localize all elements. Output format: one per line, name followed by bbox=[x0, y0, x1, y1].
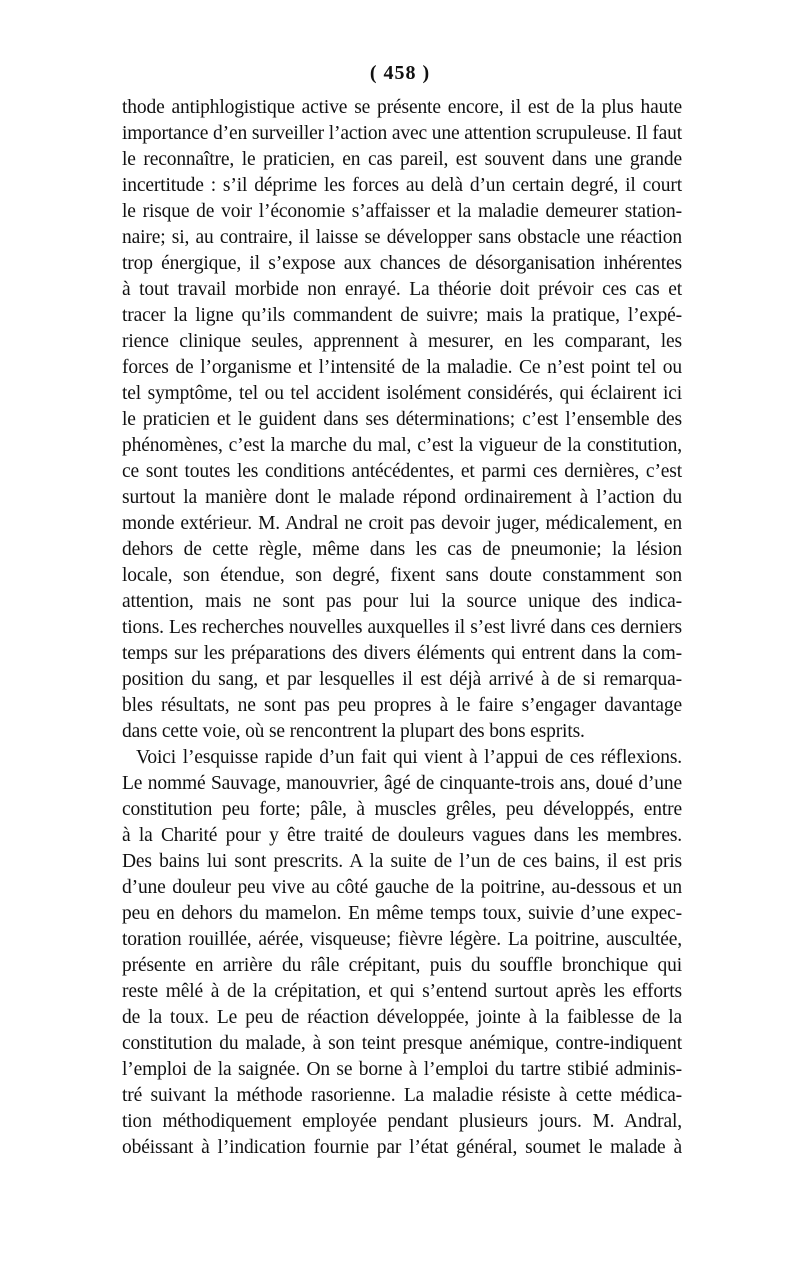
text-line: toration rouillée, aérée, visqueuse; fièvre légère. La poitrine, auscultée, bbox=[122, 929, 682, 950]
page-number: ( 458 ) bbox=[369, 62, 431, 84]
body-text bbox=[122, 95, 682, 1161]
text-line: tion méthodiquement employée pendant plusieurs jours. M. Andral, bbox=[122, 1111, 682, 1132]
text-line: à la Charité pour y être traité de douleurs vagues dans les membres. bbox=[122, 825, 682, 846]
text-line: tions. Les recherches nouvelles auxquelles il s’est livré dans ces derniers bbox=[122, 617, 682, 638]
text-line: tel symptôme, tel ou tel accident isolément considérés, qui éclairent ici bbox=[122, 383, 682, 404]
text-line: d’une douleur peu vive au côté gauche de la poitrine, au-dessous et un bbox=[122, 877, 682, 898]
text-line: obéissant à l’indication fournie par l’état général, soumet le malade à bbox=[122, 1137, 682, 1158]
text-line: Voici l’esquisse rapide d’un fait qui vient à l’appui de ces réflexions. bbox=[136, 747, 682, 768]
text-line: Le nommé Sauvage, manouvrier, âgé de cinquante-trois ans, doué d’une bbox=[122, 773, 682, 794]
paragraph-2 bbox=[122, 745, 682, 1161]
text-line: phénomènes, c’est la marche du mal, c’est la vigueur de la constitution, bbox=[122, 435, 682, 456]
text-line: thode antiphlogistique active se présente encore, il est de la plus haute bbox=[122, 97, 682, 118]
text-line: dehors de cette règle, même dans les cas de pneumonie; la lésion bbox=[122, 539, 682, 560]
text-line: surtout la manière dont le malade répond ordinairement à l’action du bbox=[122, 487, 682, 508]
text-line: le reconnaître, le praticien, en cas pareil, est souvent dans une grande bbox=[122, 149, 682, 170]
text-line: monde extérieur. M. Andral ne croit pas devoir juger, médicalement, en bbox=[122, 513, 682, 534]
text-line: locale, son étendue, son degré, fixent sans doute constamment son bbox=[122, 565, 682, 586]
text-line: ce sont toutes les conditions antécédentes, et parmi ces dernières, c’est bbox=[122, 461, 682, 482]
text-line: à tout travail morbide non enrayé. La théorie doit prévoir ces cas et bbox=[122, 279, 682, 300]
text-line: présente en arrière du râle crépitant, puis du souffle bronchique qui bbox=[122, 955, 682, 976]
text-line: le risque de voir l’économie s’affaisser et la maladie demeurer station- bbox=[122, 201, 682, 222]
text-line: rience clinique seules, apprennent à mesurer, en les comparant, les bbox=[122, 331, 682, 352]
text-line: constitution du malade, à son teint presque anémique, contre-indiquent bbox=[122, 1033, 682, 1054]
text-line: trop énergique, il s’expose aux chances de désorganisation inhérentes bbox=[122, 253, 682, 274]
text-line: peu en dehors du mamelon. En même temps toux, suivie d’une expec- bbox=[122, 903, 682, 924]
text-line: l’emploi de la saignée. On se borne à l’emploi du tartre stibié adminis- bbox=[122, 1059, 682, 1080]
text-line: temps sur les préparations des divers éléments qui entrent dans la com- bbox=[122, 643, 682, 664]
text-line: de la toux. Le peu de réaction développée, jointe à la faiblesse de la bbox=[122, 1007, 682, 1028]
paragraph-1 bbox=[122, 95, 682, 745]
text-line: naire; si, au contraire, il laisse se développer sans obstacle une réaction bbox=[122, 227, 682, 248]
text-line: constitution peu forte; pâle, à muscles grêles, peu développés, entre bbox=[122, 799, 682, 820]
text-line: Des bains lui sont prescrits. A la suite de l’un de ces bains, il est pris bbox=[122, 851, 682, 872]
text-line: reste mêlé à de la crépitation, et qui s’entend surtout après les efforts bbox=[122, 981, 682, 1002]
text-line: attention, mais ne sont pas pour lui la source unique des indica- bbox=[122, 591, 682, 612]
text-line: incertitude : s’il déprime les forces au delà d’un certain degré, il court bbox=[122, 175, 682, 196]
text-line: le praticien et le guident dans ses déterminations; c’est l’ensemble des bbox=[122, 409, 682, 430]
text-line: importance d’en surveiller l’action avec une attention scrupuleuse. Il faut bbox=[122, 123, 682, 144]
text-line: position du sang, et par lesquelles il est déjà arrivé à de si remarqua- bbox=[122, 669, 682, 690]
text-line: tracer la ligne qu’ils commandent de suivre; mais la pratique, l’expé- bbox=[122, 305, 682, 326]
text-line: bles résultats, ne sont pas peu propres à le faire s’engager davantage bbox=[122, 695, 682, 716]
text-line: dans cette voie, où se rencontrent la plupart des bons esprits. bbox=[122, 721, 585, 742]
text-line: tré suivant la méthode rasorienne. La maladie résiste à cette médica- bbox=[122, 1085, 682, 1106]
text-line: forces de l’organisme et l’intensité de la maladie. Ce n’est point tel ou bbox=[122, 357, 682, 378]
